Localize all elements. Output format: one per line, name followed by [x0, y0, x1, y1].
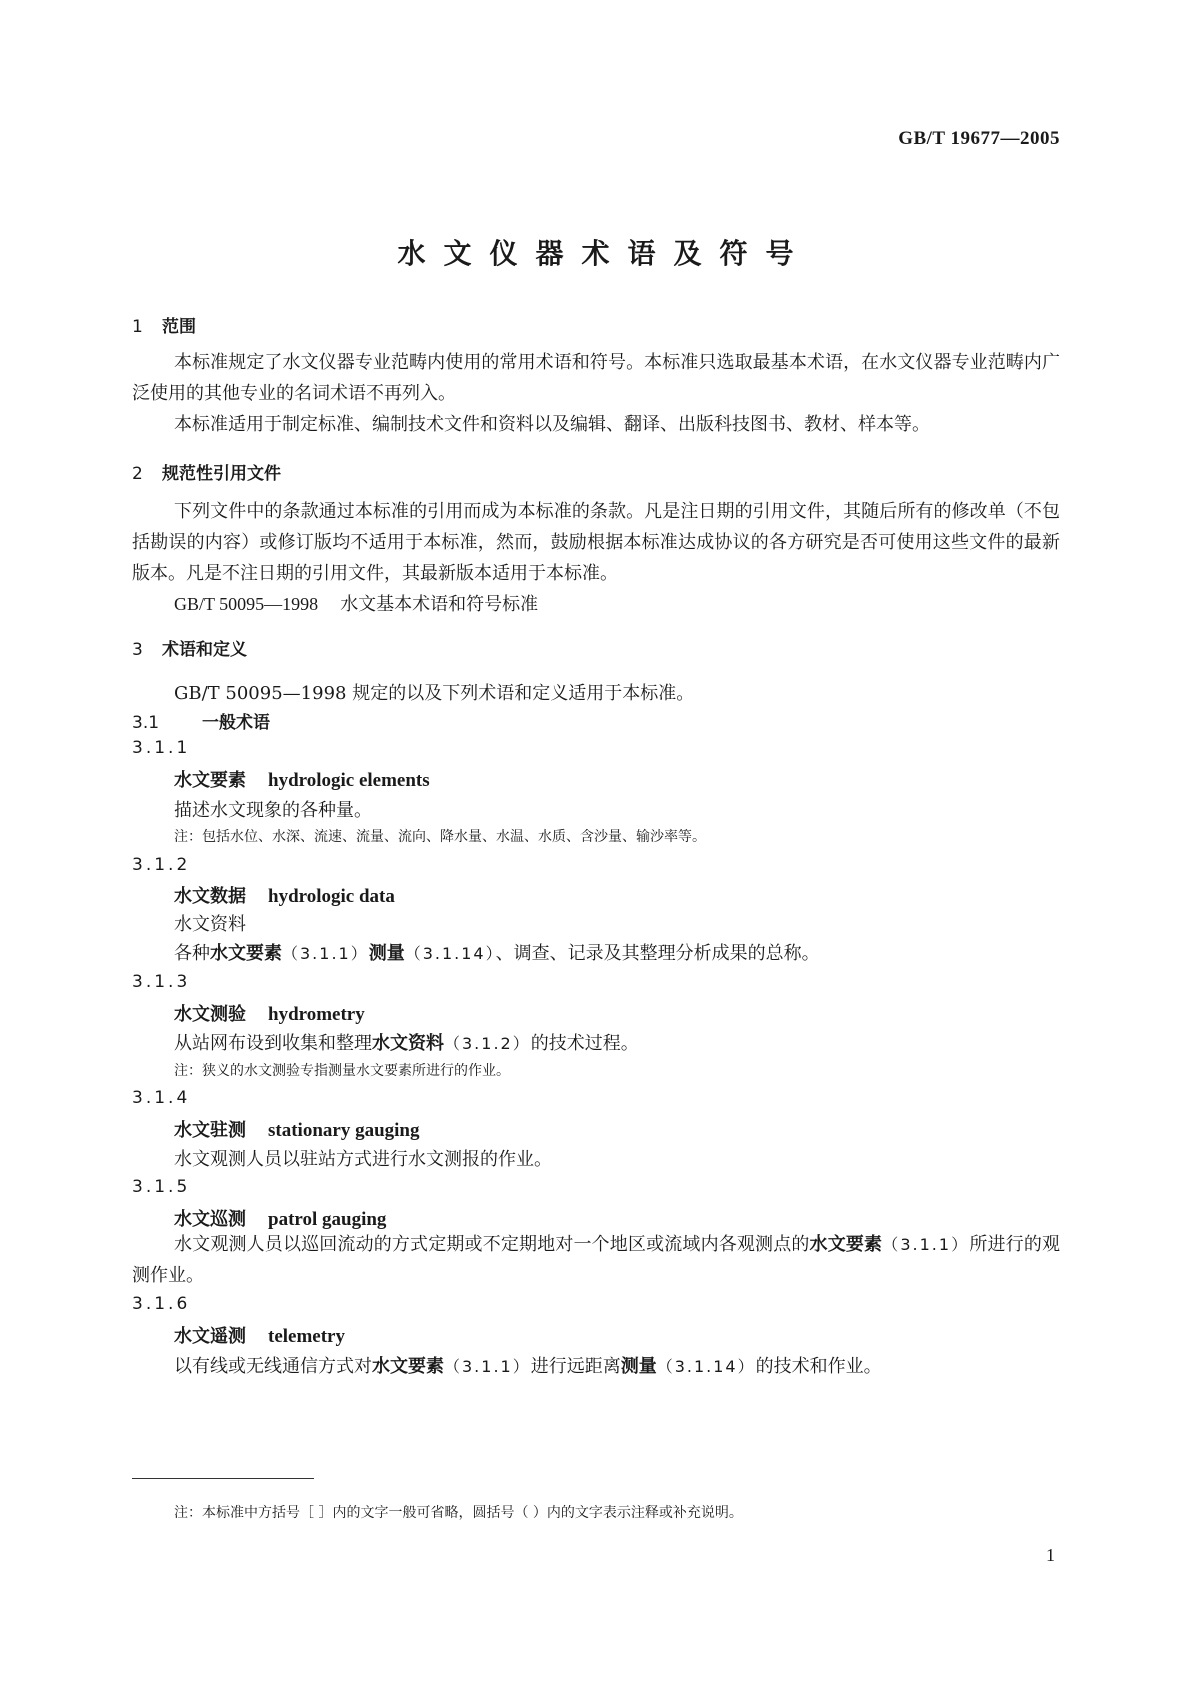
section-3-heading [132, 635, 247, 660]
section-title: 术语和定义 [162, 640, 247, 660]
standard-number: GB/T 19677—2005 [898, 128, 1060, 149]
section-2-paragraph-1: 下列文件中的条款通过本标准的引用而成为本标准的条款。凡是注日期的引用文件，其随后所有的修改单（不包括勘误的内容）或修订版均不适用于本标准，然而，鼓励根据本标准达成协议的各方研究是否可使用这些文件的最新版本。凡是不注日期的引用文件，其最新版本适用于本标准。 [132, 501, 1060, 584]
definition-text: 、调查、记录及其整理分析成果的总称。 [495, 943, 820, 964]
footnote-separator [132, 1478, 314, 1479]
clause-reference: （3.1.14） [404, 944, 496, 963]
term-english: stationary gauging [268, 1120, 420, 1141]
clause-number: 3.1.5 [132, 1177, 191, 1197]
clause-number: 3.1.3 [132, 972, 191, 992]
term-chinese: 水文测验 [174, 1004, 246, 1025]
definition-text: 的技术和作业。 [755, 1356, 882, 1377]
term-note: 注：包括水位、水深、流速、流量、流向、降水量、水温、水质、含沙量、输沙率等。 [174, 829, 706, 845]
term-chinese: 水文驻测 [174, 1120, 246, 1141]
term-english: hydrometry [268, 1004, 365, 1025]
term-entry [174, 1322, 345, 1348]
subsection-title: 一般术语 [202, 713, 270, 733]
term-definition [174, 939, 820, 965]
clause-reference: （3.1.1） [282, 944, 369, 963]
section-1-paragraph-1: 本标准规定了水文仪器专业范畴内使用的常用术语和符号。本标准只选取最基本术语，在水文仪器专业范畴内广泛使用的其他专业的名词术语不再列入。 [132, 352, 1060, 404]
clause-reference: （3.1.1） [444, 1357, 531, 1376]
clause-number: 3.1.2 [132, 855, 191, 875]
section-number: 2 [132, 464, 143, 484]
section-number: 1 [132, 317, 143, 337]
term-definition [174, 1029, 639, 1055]
definition-text: 以有线或无线通信方式对 [174, 1356, 372, 1377]
term-cross-reference: 水文要素 [210, 943, 282, 964]
definition-text: 从站网布设到收集和整理 [174, 1033, 372, 1054]
term-chinese: 水文巡测 [174, 1209, 246, 1230]
term-cross-reference: 测量 [620, 1356, 657, 1377]
page-number: 1 [1046, 1545, 1055, 1565]
reference-code: GB/T 50095—1998 [174, 594, 319, 614]
term-english: hydrologic data [268, 886, 395, 907]
clause-reference: （3.1.14） [656, 1357, 756, 1376]
term-definition: 描述水文现象的各种量。 [174, 800, 372, 821]
term-chinese: 水文遥测 [174, 1326, 246, 1347]
definition-text: 进行远距离 [530, 1356, 621, 1377]
definition-text: 各种 [174, 943, 210, 964]
term-cross-reference: 测量 [368, 943, 405, 964]
clause-number: 3.1.4 [132, 1088, 191, 1108]
clause-number: 3.1.1 [132, 738, 191, 758]
section-1-paragraph-2: 本标准适用于制定标准、编制技术文件和资料以及编辑、翻译、出版科技图书、教材、样本等。 [174, 414, 930, 435]
clause-number: 3.1.6 [132, 1294, 191, 1314]
clause-reference: （3.1.2） [444, 1034, 531, 1053]
term-note: 注：狭义的水文测验专指测量水文要素所进行的作业。 [174, 1063, 510, 1079]
section-title: 范围 [162, 317, 196, 337]
definition-text: 的技术过程。 [530, 1033, 639, 1054]
section-2-heading [132, 459, 281, 484]
section-title: 规范性引用文件 [162, 464, 281, 484]
clause-reference: （3.1.1） [882, 1235, 970, 1254]
footnote: 注：本标准中方括号［ ］内的文字一般可省略，圆括号（ ）内的文字表示注释或补充说明。 [174, 1505, 743, 1521]
term-entry [174, 1000, 365, 1026]
definition-text: 所进行的观测作业。 [132, 1234, 1061, 1286]
term-synonym: 水文资料 [174, 914, 246, 935]
term-english: hydrologic elements [268, 770, 430, 791]
term-cross-reference: 水文资料 [372, 1033, 444, 1054]
normative-reference [174, 590, 538, 616]
section-1-heading [132, 312, 196, 337]
term-definition [174, 1352, 882, 1378]
term-chinese: 水文数据 [174, 886, 246, 907]
term-english: telemetry [268, 1326, 345, 1347]
reference-title: 水文基本术语和符号标准 [340, 594, 539, 615]
term-english: patrol gauging [268, 1209, 387, 1230]
term-chinese: 水文要素 [174, 770, 246, 791]
term-definition: 水文观测人员以驻站方式进行水文测报的作业。 [174, 1149, 552, 1170]
section-3-intro: GB/T 50095—1998 规定的以及下列术语和定义适用于本标准。 [174, 683, 695, 704]
document-title: 水文仪器术语及符号 [397, 237, 812, 270]
term-definition [132, 1229, 1060, 1291]
definition-text: 水文观测人员以巡回流动的方式定期或不定期地对一个地区或流域内各观测点的 [174, 1234, 810, 1255]
term-entry [174, 882, 395, 908]
term-cross-reference: 水文要素 [809, 1234, 883, 1255]
subsection-number: 3.1 [132, 713, 160, 733]
term-entry [174, 1116, 420, 1142]
subsection-3-1-heading [132, 708, 270, 733]
term-cross-reference: 水文要素 [372, 1356, 444, 1377]
term-entry [174, 1205, 386, 1231]
term-entry [174, 766, 430, 792]
section-number: 3 [132, 640, 143, 660]
